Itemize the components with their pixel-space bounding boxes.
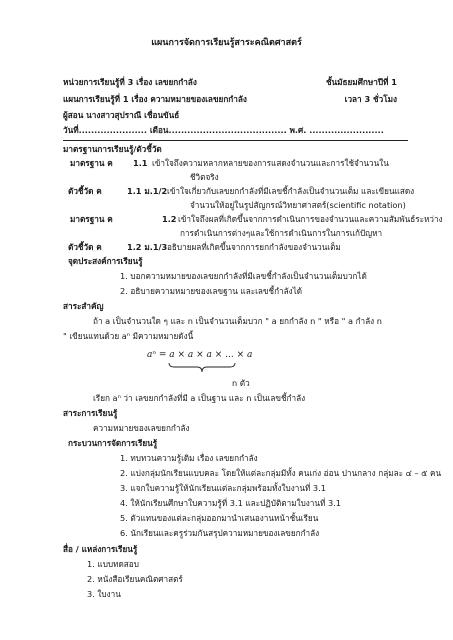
standard-2-text-cont: การดำเนินการต่างๆและใช้การดำเนินการในการแก้ปัญหา — [180, 228, 383, 238]
objective-item: 1. บอกความหมายของเลขยกกำลังที่มีเลขชี้กำลังเป็นจำนวนเต็มบวกได้ — [120, 271, 367, 281]
media-item: 2. หนังสือเรียนคณิตศาสตร์ — [87, 574, 183, 584]
brace-label: n ตัว — [232, 378, 250, 388]
indicator-2-number: 1.2 ม.1/3 — [127, 242, 168, 252]
indicator-1-label: ตัวชี้วัด ค — [68, 186, 102, 196]
teacher-line: ผู้สอน นางสาวสุปราณี เชื่อนขันธ์ — [63, 110, 180, 120]
media-item: 3. ใบงาน — [87, 589, 121, 599]
indicator-1-number: 1.1 ม.1/2 — [127, 186, 168, 196]
standard-1-text-cont: ชีวิตจริง — [190, 172, 219, 182]
process-item: 1. ทบทวนความรู้เดิม เรื่อง เลขยกกำลัง — [120, 453, 258, 463]
date-line: วันที่...................... เดือน...................................... พ.ศ. ........................ — [63, 125, 384, 135]
standard-1-text: เข้าใจถึงความหลากหลายของการแสดงจำนวนและการใช้จำนวนใน — [152, 158, 389, 168]
process-item: 2. แบ่งกลุ่มนักเรียนแบบคละ โดยให้แต่ละกลุ่มมีทั้ง คนเก่ง อ่อน ปานกลาง กลุ่มละ ๔ – ๕ คน — [120, 468, 442, 478]
brace-underline — [168, 362, 236, 374]
content-heading: สาระการเรียนรู้ — [63, 408, 118, 418]
key-concept-line-3: เรียก aⁿ ว่า เลขยกกำลังที่มี a เป็นฐาน และ n เป็นเลขชี้กำลัง — [93, 393, 306, 403]
objective-item: 2. อธิบายความหมายของเลขฐาน และเลขชี้กำลังได้ — [120, 286, 303, 296]
content-text: ความหมายของเลขยกกำลัง — [93, 423, 190, 433]
process-item: 5. ตัวแทนของแต่ละกลุ่มออกมานำเสนองานหน้าชั้นเรียน — [120, 513, 319, 523]
process-item: 4. ให้นักเรียนศึกษาใบความรู้ที่ 3.1 และปฏิบัติตามใบงานที่ 3.1 — [120, 498, 342, 508]
standards-heading: มาตรฐานการเรียนรู้/ตัวชี้วัด — [63, 144, 162, 154]
process-item: 3. แจกใบความรู้ให้นักเรียนแต่ละกลุ่มพร้อมทั้งใบงานที่ 3.1 — [120, 483, 326, 493]
media-heading: สื่อ / แหล่งการเรียนรู้ — [63, 544, 138, 554]
standard-1-number: 1.1 — [133, 158, 148, 168]
power-formula: aⁿ = a × a × a × ... × a — [147, 350, 253, 360]
standard-2-number: 1.2 — [162, 214, 177, 224]
key-concept-heading: สาระสำคัญ — [63, 301, 104, 311]
key-concept-line-2: " เขียนแทนด้วย aⁿ มีความหมายดังนี้ — [63, 331, 194, 341]
page-title: แผนการจัดการเรียนรู้สาระคณิตศาสตร์ — [151, 38, 302, 48]
indicator-2-text: อธิบายผลที่เกิดขึ้นจากการยกกำลังของจำนวนเต็ม — [167, 242, 341, 252]
key-concept-line-1: ถ้า a เป็นจำนวนใด ๆ และ n เป็นจำนวนเต็มบวก " a ยกกำลัง n " หรือ " a กำลัง n — [93, 316, 382, 326]
standard-2-label: มาตรฐาน ค — [70, 214, 113, 224]
grade-line: ชั้นมัธยมศึกษาปีที่ 1 — [325, 77, 397, 87]
objectives-heading: จุดประสงค์การเรียนรู้ — [68, 256, 143, 266]
process-heading: กระบวนการจัดการเรียนรู้ — [68, 438, 158, 448]
plan-line: แผนการเรียนรู้ที่ 1 เรื่อง ความหมายของเลขยกกำลัง — [63, 94, 247, 104]
indicator-1-text: เข้าใจเกี่ยวกับเลขยกกำลังที่มีเลขชี้กำลังเป็นจำนวนเต็ม และเขียนแสดง — [167, 186, 415, 196]
media-item: 1. แบบทดสอบ — [87, 559, 139, 569]
standard-2-text: เข้าใจถึงผลที่เกิดขึ้นจากการดำเนินการของจำนวนและความสัมพันธ์ระหว่าง — [178, 214, 443, 224]
standard-1-label: มาตรฐาน ค — [70, 158, 113, 168]
unit-line: หน่วยการเรียนรู้ที่ 3 เรื่อง เลขยกกำลัง — [63, 77, 197, 87]
divider — [63, 140, 408, 141]
time-line: เวลา 3 ชั่วโมง — [344, 94, 397, 104]
indicator-2-label: ตัวชี้วัด ค — [68, 242, 102, 252]
process-item: 6. นักเรียนและครูร่วมกันสรุปความหมายของเลขยกกำลัง — [120, 528, 320, 538]
indicator-1-text-cont: จำนวนให้อยู่ในรูปสัญกรณ์วิทยาศาสตร์(scientific notation) — [190, 200, 406, 210]
